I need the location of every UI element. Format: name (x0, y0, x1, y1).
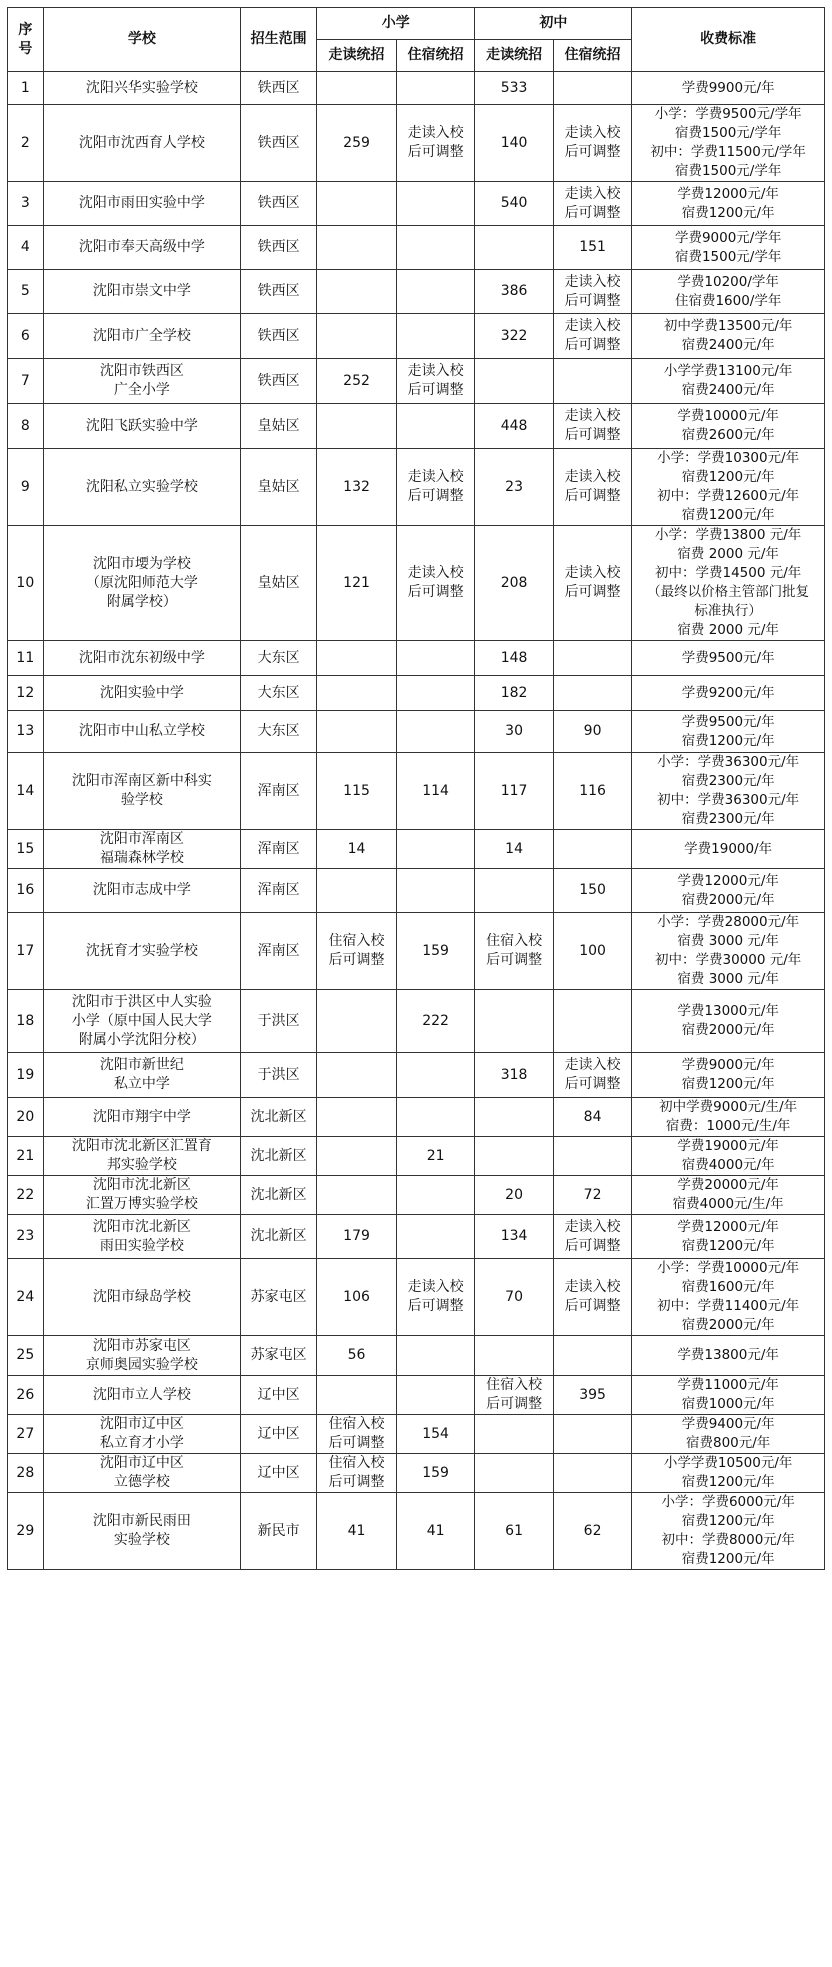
primary-day-quota: 56 (317, 1336, 397, 1376)
table-row (8, 1493, 825, 1570)
primary-boarding-quota (396, 404, 474, 449)
school-name: 沈阳市㙘为学校 （原沈阳师范大学 附属学校） (43, 526, 240, 641)
middle-boarding-quota: 走读入校 后可调整 (553, 449, 631, 526)
fee-standard: 学费20000元/年 宿费4000元/生/年 (632, 1176, 825, 1215)
table-row (8, 1415, 825, 1454)
seq-cell: 24 (8, 1259, 44, 1336)
seq-cell: 6 (8, 314, 44, 359)
table-body (8, 72, 825, 1570)
primary-boarding-quota (396, 830, 474, 869)
table-row (8, 1376, 825, 1415)
middle-boarding-quota: 151 (553, 226, 631, 270)
primary-boarding-quota (396, 869, 474, 913)
table-row (8, 830, 825, 869)
primary-day-quota: 住宿入校 后可调整 (317, 1415, 397, 1454)
seq-cell: 18 (8, 990, 44, 1053)
primary-boarding-quota (396, 1376, 474, 1415)
header-area: 招生范围 (241, 8, 317, 72)
seq-cell: 21 (8, 1137, 44, 1176)
district-cell: 沈北新区 (241, 1137, 317, 1176)
primary-boarding-quota (396, 1215, 474, 1259)
district-cell: 铁西区 (241, 359, 317, 404)
primary-boarding-quota: 走读入校 后可调整 (396, 526, 474, 641)
middle-boarding-quota: 116 (553, 753, 631, 830)
primary-day-quota (317, 990, 397, 1053)
middle-boarding-quota (553, 1137, 631, 1176)
middle-day-quota: 14 (475, 830, 553, 869)
school-name: 沈阳市辽中区 立德学校 (43, 1454, 240, 1493)
seq-cell: 10 (8, 526, 44, 641)
fee-table (7, 7, 825, 1570)
primary-boarding-quota: 114 (396, 753, 474, 830)
middle-day-quota: 540 (475, 182, 553, 226)
table-row (8, 1053, 825, 1098)
district-cell: 铁西区 (241, 182, 317, 226)
district-cell: 苏家屯区 (241, 1259, 317, 1336)
middle-day-quota: 23 (475, 449, 553, 526)
primary-boarding-quota (396, 1336, 474, 1376)
middle-day-quota: 70 (475, 1259, 553, 1336)
fee-standard: 学费10200/学年 住宿费1600/学年 (632, 270, 825, 314)
table-row (8, 1098, 825, 1137)
district-cell: 沈北新区 (241, 1215, 317, 1259)
header-school: 学校 (43, 8, 240, 72)
fee-standard: 学费10000元/年 宿费2600元/年 (632, 404, 825, 449)
school-name: 沈阳市于洪区中人实验 小学（原中国人民大学 附属小学沈阳分校） (43, 990, 240, 1053)
fee-standard: 学费12000元/年 宿费2000元/年 (632, 869, 825, 913)
table-row (8, 72, 825, 105)
seq-cell: 22 (8, 1176, 44, 1215)
middle-boarding-quota (553, 1454, 631, 1493)
middle-day-quota: 20 (475, 1176, 553, 1215)
header-primary-day: 走读统招 (317, 40, 397, 72)
middle-boarding-quota: 走读入校 后可调整 (553, 105, 631, 182)
primary-day-quota (317, 226, 397, 270)
fee-standard: 小学：学费10300元/年 宿费1200元/年 初中：学费12600元/年 宿费1200元/年 (632, 449, 825, 526)
middle-day-quota (475, 359, 553, 404)
table-row (8, 359, 825, 404)
district-cell: 皇姑区 (241, 449, 317, 526)
seq-cell: 20 (8, 1098, 44, 1137)
primary-day-quota (317, 1176, 397, 1215)
middle-day-quota (475, 1415, 553, 1454)
school-name: 沈阳市辽中区 私立育才小学 (43, 1415, 240, 1454)
header-middle-boarding: 住宿统招 (553, 40, 631, 72)
header-primary-boarding: 住宿统招 (396, 40, 474, 72)
primary-boarding-quota (396, 270, 474, 314)
fee-standard: 学费9400元/年 宿费800元/年 (632, 1415, 825, 1454)
primary-boarding-quota: 159 (396, 913, 474, 990)
primary-day-quota (317, 404, 397, 449)
school-name: 沈阳市奉天高级中学 (43, 226, 240, 270)
district-cell: 新民市 (241, 1493, 317, 1570)
header-fee: 收费标准 (632, 8, 825, 72)
middle-day-quota: 住宿入校 后可调整 (475, 1376, 553, 1415)
table-row (8, 1215, 825, 1259)
seq-cell: 2 (8, 105, 44, 182)
district-cell: 铁西区 (241, 314, 317, 359)
district-cell: 浑南区 (241, 753, 317, 830)
fee-standard: 小学学费10500元/年 宿费1200元/年 (632, 1454, 825, 1493)
fee-standard: 初中学费13500元/年 宿费2400元/年 (632, 314, 825, 359)
primary-day-quota (317, 711, 397, 753)
district-cell: 皇姑区 (241, 526, 317, 641)
primary-day-quota (317, 270, 397, 314)
middle-day-quota: 322 (475, 314, 553, 359)
middle-day-quota: 30 (475, 711, 553, 753)
primary-day-quota: 132 (317, 449, 397, 526)
primary-day-quota: 121 (317, 526, 397, 641)
primary-day-quota: 106 (317, 1259, 397, 1336)
table-row (8, 1259, 825, 1336)
middle-boarding-quota: 走读入校 后可调整 (553, 404, 631, 449)
school-name: 沈阳私立实验学校 (43, 449, 240, 526)
middle-boarding-quota: 走读入校 后可调整 (553, 526, 631, 641)
primary-day-quota (317, 1376, 397, 1415)
seq-cell: 25 (8, 1336, 44, 1376)
school-name: 沈阳市沈西育人学校 (43, 105, 240, 182)
fee-standard: 学费9500元/年 (632, 641, 825, 676)
primary-day-quota (317, 869, 397, 913)
primary-boarding-quota (396, 641, 474, 676)
table-row (8, 314, 825, 359)
primary-day-quota: 住宿入校 后可调整 (317, 1454, 397, 1493)
primary-day-quota (317, 676, 397, 711)
middle-day-quota: 208 (475, 526, 553, 641)
school-name: 沈阳市绿岛学校 (43, 1259, 240, 1336)
seq-cell: 17 (8, 913, 44, 990)
header-middle: 初中 (475, 8, 632, 40)
middle-day-quota: 140 (475, 105, 553, 182)
fee-standard: 学费13800元/年 (632, 1336, 825, 1376)
middle-boarding-quota: 84 (553, 1098, 631, 1137)
primary-day-quota: 259 (317, 105, 397, 182)
middle-boarding-quota (553, 990, 631, 1053)
fee-standard: 小学：学费9500元/学年 宿费1500元/学年 初中：学费11500元/学年 宿费1500元/学年 (632, 105, 825, 182)
seq-cell: 11 (8, 641, 44, 676)
primary-boarding-quota: 159 (396, 1454, 474, 1493)
middle-day-quota (475, 869, 553, 913)
header-primary: 小学 (317, 8, 475, 40)
primary-day-quota (317, 1098, 397, 1137)
middle-boarding-quota: 62 (553, 1493, 631, 1570)
table-row (8, 226, 825, 270)
district-cell: 皇姑区 (241, 404, 317, 449)
table-row (8, 676, 825, 711)
table-row (8, 1176, 825, 1215)
fee-standard: 学费12000元/年 宿费1200元/年 (632, 182, 825, 226)
district-cell: 铁西区 (241, 226, 317, 270)
school-name: 沈阳市沈北新区汇置育 邦实验学校 (43, 1137, 240, 1176)
table-row (8, 526, 825, 641)
district-cell: 辽中区 (241, 1415, 317, 1454)
school-name: 沈阳市翔宇中学 (43, 1098, 240, 1137)
fee-standard: 小学：学费36300元/年 宿费2300元/年 初中：学费36300元/年 宿费2300元/年 (632, 753, 825, 830)
middle-day-quota: 533 (475, 72, 553, 105)
primary-day-quota (317, 641, 397, 676)
fee-standard: 小学：学费13800 元/年 宿费 2000 元/年 初中：学费14500 元/年 （最终以价格主管部门批复 标准执行） 宿费 2000 元/年 (632, 526, 825, 641)
school-name: 沈阳市志成中学 (43, 869, 240, 913)
fee-standard: 学费13000元/年 宿费2000元/年 (632, 990, 825, 1053)
fee-standard: 学费12000元/年 宿费1200元/年 (632, 1215, 825, 1259)
district-cell: 于洪区 (241, 990, 317, 1053)
table-row (8, 990, 825, 1053)
seq-cell: 13 (8, 711, 44, 753)
district-cell: 沈北新区 (241, 1098, 317, 1137)
middle-boarding-quota (553, 72, 631, 105)
fee-standard: 学费9000元/学年 宿费1500元/学年 (632, 226, 825, 270)
school-name: 沈阳市广全学校 (43, 314, 240, 359)
primary-boarding-quota (396, 1053, 474, 1098)
district-cell: 苏家屯区 (241, 1336, 317, 1376)
primary-boarding-quota: 41 (396, 1493, 474, 1570)
seq-cell: 5 (8, 270, 44, 314)
seq-cell: 29 (8, 1493, 44, 1570)
primary-day-quota (317, 182, 397, 226)
fee-standard: 学费9900元/年 (632, 72, 825, 105)
header-seq: 序 号 (8, 8, 44, 72)
middle-boarding-quota: 走读入校 后可调整 (553, 270, 631, 314)
table-row (8, 1336, 825, 1376)
table-row (8, 182, 825, 226)
district-cell: 辽中区 (241, 1376, 317, 1415)
primary-day-quota (317, 314, 397, 359)
primary-boarding-quota: 21 (396, 1137, 474, 1176)
district-cell: 沈北新区 (241, 1176, 317, 1215)
primary-boarding-quota (396, 72, 474, 105)
fee-standard: 初中学费9000元/生/年 宿费：1000元/生/年 (632, 1098, 825, 1137)
primary-day-quota: 115 (317, 753, 397, 830)
middle-boarding-quota: 走读入校 后可调整 (553, 314, 631, 359)
middle-boarding-quota: 72 (553, 1176, 631, 1215)
table-row (8, 270, 825, 314)
middle-boarding-quota: 走读入校 后可调整 (553, 1259, 631, 1336)
middle-boarding-quota (553, 1336, 631, 1376)
table-row (8, 869, 825, 913)
middle-boarding-quota (553, 1415, 631, 1454)
primary-boarding-quota (396, 711, 474, 753)
middle-day-quota: 61 (475, 1493, 553, 1570)
school-name: 沈阳市中山私立学校 (43, 711, 240, 753)
primary-boarding-quota (396, 226, 474, 270)
district-cell: 辽中区 (241, 1454, 317, 1493)
seq-cell: 16 (8, 869, 44, 913)
school-name: 沈阳市沈北新区 雨田实验学校 (43, 1215, 240, 1259)
district-cell: 浑南区 (241, 830, 317, 869)
school-name: 沈阳市新民雨田 实验学校 (43, 1493, 240, 1570)
district-cell: 铁西区 (241, 270, 317, 314)
middle-day-quota: 448 (475, 404, 553, 449)
middle-boarding-quota: 150 (553, 869, 631, 913)
header-middle-day: 走读统招 (475, 40, 553, 72)
district-cell: 铁西区 (241, 105, 317, 182)
middle-day-quota: 148 (475, 641, 553, 676)
middle-day-quota (475, 1454, 553, 1493)
school-name: 沈阳兴华实验学校 (43, 72, 240, 105)
middle-boarding-quota (553, 359, 631, 404)
primary-boarding-quota (396, 676, 474, 711)
table-row (8, 913, 825, 990)
primary-day-quota (317, 1053, 397, 1098)
fee-standard: 学费11000元/年 宿费1000元/年 (632, 1376, 825, 1415)
school-name: 沈阳市雨田实验中学 (43, 182, 240, 226)
seq-cell: 28 (8, 1454, 44, 1493)
seq-cell: 4 (8, 226, 44, 270)
school-name: 沈抚育才实验学校 (43, 913, 240, 990)
fee-standard: 小学：学费10000元/年 宿费1600元/年 初中：学费11400元/年 宿费2000元/年 (632, 1259, 825, 1336)
district-cell: 浑南区 (241, 869, 317, 913)
middle-boarding-quota: 走读入校 后可调整 (553, 1053, 631, 1098)
seq-cell: 26 (8, 1376, 44, 1415)
school-name: 沈阳市浑南区新中科实 验学校 (43, 753, 240, 830)
primary-day-quota: 住宿入校 后可调整 (317, 913, 397, 990)
middle-day-quota (475, 1137, 553, 1176)
school-name: 沈阳市沈东初级中学 (43, 641, 240, 676)
middle-day-quota: 117 (475, 753, 553, 830)
school-name: 沈阳市浑南区 福瑞森林学校 (43, 830, 240, 869)
seq-cell: 3 (8, 182, 44, 226)
primary-boarding-quota: 走读入校 后可调整 (396, 105, 474, 182)
fee-standard: 学费19000/年 (632, 830, 825, 869)
seq-cell: 7 (8, 359, 44, 404)
fee-standard: 学费19000元/年 宿费4000元/年 (632, 1137, 825, 1176)
primary-day-quota: 252 (317, 359, 397, 404)
district-cell: 大东区 (241, 641, 317, 676)
table-row (8, 1454, 825, 1493)
fee-standard: 学费9500元/年 宿费1200元/年 (632, 711, 825, 753)
seq-cell: 8 (8, 404, 44, 449)
table-row (8, 449, 825, 526)
district-cell: 浑南区 (241, 913, 317, 990)
primary-boarding-quota: 154 (396, 1415, 474, 1454)
table-row (8, 641, 825, 676)
middle-day-quota: 386 (475, 270, 553, 314)
table-row (8, 711, 825, 753)
primary-day-quota: 179 (317, 1215, 397, 1259)
primary-day-quota (317, 72, 397, 105)
table-row (8, 404, 825, 449)
primary-boarding-quota (396, 1098, 474, 1137)
fee-standard: 小学学费13100元/年 宿费2400元/年 (632, 359, 825, 404)
school-name: 沈阳实验中学 (43, 676, 240, 711)
seq-cell: 15 (8, 830, 44, 869)
middle-day-quota: 134 (475, 1215, 553, 1259)
school-name: 沈阳市立人学校 (43, 1376, 240, 1415)
primary-boarding-quota: 走读入校 后可调整 (396, 449, 474, 526)
primary-boarding-quota: 走读入校 后可调整 (396, 359, 474, 404)
district-cell: 铁西区 (241, 72, 317, 105)
primary-boarding-quota (396, 1176, 474, 1215)
primary-boarding-quota (396, 314, 474, 359)
school-name: 沈阳市崇文中学 (43, 270, 240, 314)
seq-cell: 12 (8, 676, 44, 711)
district-cell: 于洪区 (241, 1053, 317, 1098)
primary-boarding-quota: 222 (396, 990, 474, 1053)
middle-boarding-quota (553, 641, 631, 676)
middle-boarding-quota (553, 830, 631, 869)
middle-day-quota (475, 1336, 553, 1376)
seq-cell: 19 (8, 1053, 44, 1098)
seq-cell: 9 (8, 449, 44, 526)
middle-day-quota: 住宿入校 后可调整 (475, 913, 553, 990)
middle-day-quota: 318 (475, 1053, 553, 1098)
middle-boarding-quota: 90 (553, 711, 631, 753)
middle-day-quota (475, 990, 553, 1053)
district-cell: 大东区 (241, 676, 317, 711)
table-row (8, 105, 825, 182)
middle-boarding-quota: 走读入校 后可调整 (553, 182, 631, 226)
school-name: 沈阳飞跃实验中学 (43, 404, 240, 449)
middle-day-quota (475, 226, 553, 270)
seq-cell: 1 (8, 72, 44, 105)
fee-standard: 学费9000元/年 宿费1200元/年 (632, 1053, 825, 1098)
school-name: 沈阳市铁西区 广全小学 (43, 359, 240, 404)
middle-day-quota: 182 (475, 676, 553, 711)
middle-boarding-quota (553, 676, 631, 711)
school-name: 沈阳市沈北新区 汇置万博实验学校 (43, 1176, 240, 1215)
primary-day-quota: 14 (317, 830, 397, 869)
middle-day-quota (475, 1098, 553, 1137)
middle-boarding-quota: 走读入校 后可调整 (553, 1215, 631, 1259)
school-name: 沈阳市苏家屯区 京师奥园实验学校 (43, 1336, 240, 1376)
fee-standard: 小学：学费28000元/年 宿费 3000 元/年 初中：学费30000 元/年 宿费 3000 元/年 (632, 913, 825, 990)
table-row (8, 1137, 825, 1176)
primary-boarding-quota (396, 182, 474, 226)
primary-day-quota (317, 1137, 397, 1176)
table-row (8, 753, 825, 830)
fee-standard: 学费9200元/年 (632, 676, 825, 711)
seq-cell: 14 (8, 753, 44, 830)
seq-cell: 27 (8, 1415, 44, 1454)
seq-cell: 23 (8, 1215, 44, 1259)
middle-boarding-quota: 395 (553, 1376, 631, 1415)
middle-boarding-quota: 100 (553, 913, 631, 990)
primary-boarding-quota: 走读入校 后可调整 (396, 1259, 474, 1336)
district-cell: 大东区 (241, 711, 317, 753)
fee-standard: 小学：学费6000元/年 宿费1200元/年 初中：学费8000元/年 宿费1200元/年 (632, 1493, 825, 1570)
primary-day-quota: 41 (317, 1493, 397, 1570)
school-name: 沈阳市新世纪 私立中学 (43, 1053, 240, 1098)
